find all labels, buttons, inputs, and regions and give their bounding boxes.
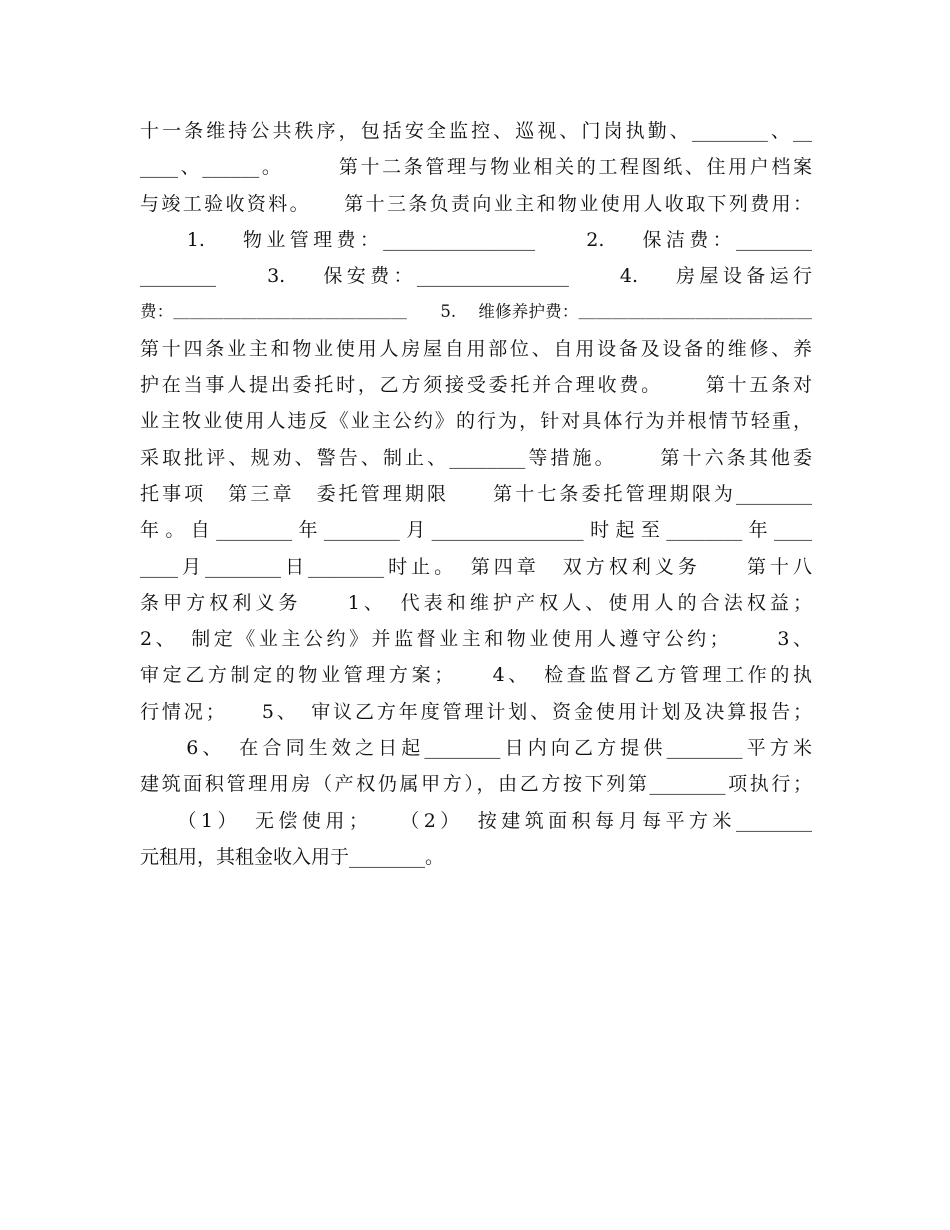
text-line-14: 条甲方权利义务 1、 代表和维护产权人、使用人的合法权益； — [140, 591, 812, 614]
contract-text-block — [140, 113, 812, 875]
text-line-8: 护在当事人提出委托时，乙方须接受委托并合理收费。 第十五条对 — [140, 374, 812, 397]
text-line-12: 年。自________年________月________________时起至________年____ — [140, 519, 812, 542]
text-line-18: 6、 在合同生效之日起________日内向乙方提供________平方米 — [140, 737, 812, 760]
text-line-10: 采取批评、规劝、警告、制止、________等措施。 第十六条其他委 — [140, 446, 812, 469]
text-line-2: ____、______。 第十二条管理与物业相关的工程图纸、住用户档案 — [140, 156, 812, 179]
text-line-17: 行情况； 5、 审议乙方年度管理计划、资金使用计划及决算报告； — [140, 700, 812, 723]
text-line-13: ____月________日________时止。 第四章 双方权利义务 第十八 — [140, 555, 812, 578]
text-line-11: 托事项 第三章 委托管理期限 第十七条委托管理期限为________ — [140, 482, 812, 505]
text-line-3: 与竣工验收资料。 第十三条负责向业主和物业使用人收取下列费用： — [140, 192, 812, 215]
text-line-7: 第十四条业主和物业使用人房屋自用部位、自用设备及设备的维修、养 — [140, 337, 812, 360]
text-line-1: 十一条维持公共秩序，包括安全监控、巡视、门岗执勤、________、__ — [140, 120, 812, 142]
text-line-15: 2、 制定《业主公约》并监督业主和物业使用人遵守公约； 3、 — [140, 628, 812, 651]
text-line-4: 1. 物业管理费：________________ 2. 保洁费：________ — [140, 228, 812, 251]
text-line-16: 审定乙方制定的物业管理方案； 4、 检查监督乙方管理工作的执 — [140, 664, 812, 687]
text-line-21: 元租用，其租金收入用于________。 — [140, 845, 445, 868]
text-line-9: 业主牧业使用人违反《业主公约》的行为，针对具体行为并根情节轻重， — [140, 410, 812, 433]
text-line-6: 费：＿＿＿＿＿＿＿＿＿＿＿＿＿＿ 5. 维修养护费：＿＿＿＿＿＿＿＿＿＿＿＿＿＿ — [140, 302, 812, 322]
text-line-19: 建筑面积管理用房（产权仍属甲方），由乙方按下列第________项执行； — [140, 773, 812, 796]
text-line-20: （1） 无偿使用； （2） 按建筑面积每月每平方米________ — [140, 809, 812, 832]
text-line-5: ________ 3. 保安费：________________ 4. 房屋设备运行 — [140, 265, 812, 288]
